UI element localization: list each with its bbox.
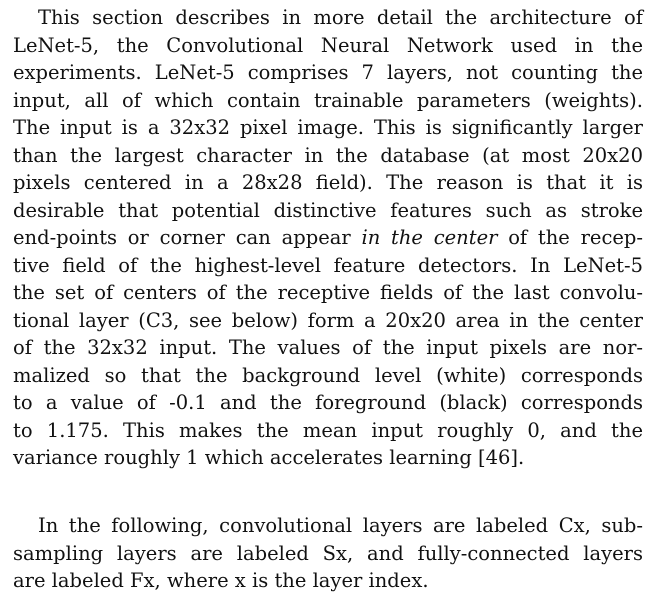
- emphasized-text: in the center: [361, 226, 498, 249]
- text-line: are labeled Fx, where x is the layer index.: [13, 569, 429, 592]
- text-line: pixels centered in a 28x28 field). The reason is that it is: [13, 171, 643, 194]
- text-line: of the 32x32 input. The values of the input pixels are nor-: [13, 336, 643, 359]
- text-line: malized so that the background level (white) corresponds: [13, 363, 643, 387]
- text-line: tional layer (C3, see below) form a 20x20 area in the center: [13, 308, 643, 332]
- text-line: experiments. LeNet-5 comprises 7 layers, not counting the: [13, 61, 643, 84]
- text-line: LeNet-5, the Convolutional Neural Network used in the: [13, 33, 643, 57]
- text-line: the set of centers of the receptive fields of the last convolu-: [13, 281, 643, 304]
- paragraph-architecture: [13, 4, 643, 472]
- text-line: tive field of the highest-level feature detectors. In LeNet-5: [13, 253, 643, 277]
- text-segment: of the recep-: [497, 226, 643, 249]
- text-line: than the largest character in the database (at most 20x20: [13, 143, 643, 167]
- text-line: [13, 224, 643, 252]
- paragraph-layer-naming: [13, 512, 643, 595]
- text-line: variance roughly 1 which accelerates learning [46].: [13, 446, 525, 469]
- text-line: desirable that potential distinctive features such as stroke: [13, 198, 643, 222]
- text-line: The input is a 32x32 pixel image. This is significantly larger: [13, 116, 643, 139]
- text-line: sampling layers are labeled Sx, and fully-connected layers: [13, 541, 643, 565]
- text-line: In the following, convolutional layers are labeled Cx, sub-: [38, 514, 643, 537]
- text-line: to a value of -0.1 and the foreground (black) corresponds: [13, 391, 643, 414]
- text-line: to 1.175. This makes the mean input roughly 0, and the: [13, 418, 643, 442]
- text-line: input, all of which contain trainable parameters (weights).: [13, 88, 643, 112]
- text-segment: end-points or corner can appear: [13, 226, 362, 249]
- text-line: This section describes in more detail the architecture of: [38, 6, 643, 29]
